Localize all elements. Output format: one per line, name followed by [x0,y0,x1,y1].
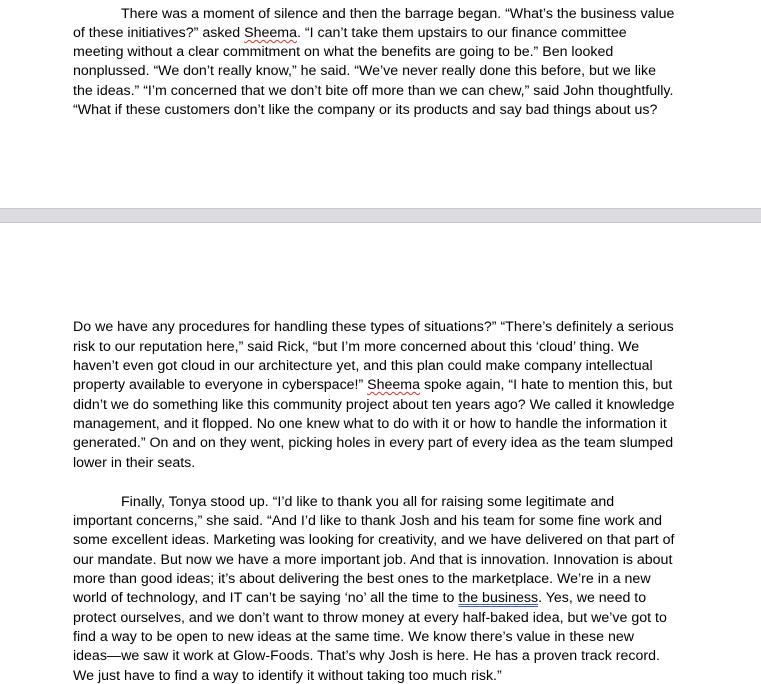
text-line: risk to our reputation here,” said Rick, “but I’m more concerned about this ‘cloud’ thing. We [73,339,640,355]
text-segment: of these initiatives?” asked [73,25,245,41]
text-line: There was a moment of silence and then the barrage began. “What’s the business value [121,6,675,22]
text-line: more than good ideas; it’s about delivering the best ones to the marketplace. We’re in a new [73,571,651,587]
grammar-flagged-phrase[interactable]: the business [458,590,539,606]
text-segment: . “I can’t take them upstairs to our finance committee [296,25,627,41]
text-line [73,376,672,395]
text-line: the ideas.” “I’m concerned that we don’t bite off more than we can chew,” said John thoughtfully. [73,83,674,99]
text-line: haven’t even got cloud in our architecture yet, and this plan could make company intellectual [73,358,653,374]
text-segment: spoke again, “I hate to mention this, but [420,377,673,393]
text-line: nonplussed. “We don’t really know,” he said. “We’ve never really done this before, but we like [73,63,657,79]
text-line: some excellent ideas. Marketing was looking for creativity, and we have delivered on that part of [73,532,675,548]
text-line: Finally, Tonya stood up. “I’d like to thank you all for raising some legitimate and [121,494,615,510]
text-line: Do we have any procedures for handling these types of situations?” “There’s definitely a serious [73,319,674,335]
spelling-error-word[interactable]: Sheema [367,377,420,393]
text-line: our mandate. But now we have a more important job. And that is innovation. Innovation is about [73,552,673,568]
text-line: meeting without a clear commitment on what the benefits are going to be.” Ben looked [73,44,614,60]
text-line: management, and it flopped. No one knew what to do with it or how to handle the information it [73,416,667,432]
text-line: protect ourselves, and we don’t want to throw money at every half-baked idea, but we’ve got to [73,610,667,626]
text-line: ideas—we saw it work at Glow-Foods. That’s why Josh is here. He has a proven track record. [73,648,660,664]
text-segment: world of technology, and IT can’t be saying ‘no’ all the time to [73,590,459,606]
text-line: lower in their seats. [73,455,196,471]
text-line: We just have to find a way to identify it without taking too much risk.” [73,668,502,684]
text-line: find a way to be open to new ideas at the same time. We know there’s value in these new [73,629,634,645]
text-line: important concerns,” she said. “And I’d like to thank Josh and his team for some fine work and [73,513,663,529]
text-line: didn’t we do something like this community project about ten years ago? We called it knowledge [73,397,675,413]
text-segment: property available to everyone in cyberspace!” [73,377,368,393]
document-page-1[interactable] [0,0,761,208]
text-line: generated.” On and on they went, picking holes in every part of every idea as the team slumped [73,435,674,451]
text-line: “What if these customers don’t like the company or its products and say bad things about us? [73,102,658,118]
text-segment: . Yes, we need to [538,590,647,606]
spelling-error-word[interactable]: Sheema [244,25,297,41]
text-line [73,24,627,43]
text-line [73,589,646,608]
document-page-2[interactable] [0,223,761,684]
page-break-gap [0,208,761,223]
